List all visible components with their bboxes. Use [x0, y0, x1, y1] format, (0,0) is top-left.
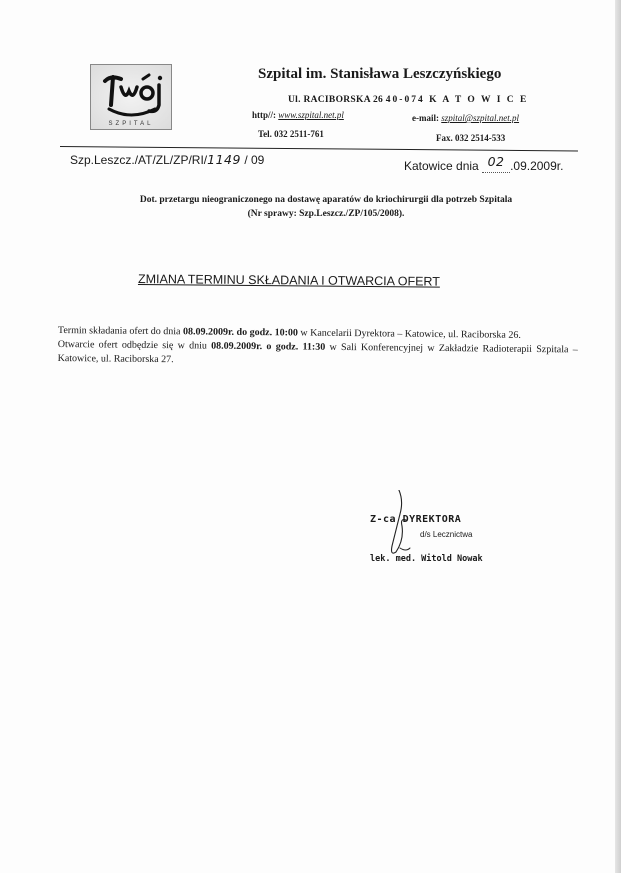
- submission-text-end: w Kancelarii Dyrektora – Katowice, ul. Raciborska 26.: [297, 327, 521, 341]
- date-day-handwritten: 02: [487, 154, 505, 169]
- reference-handwritten-number: 1149: [207, 152, 241, 167]
- website-link[interactable]: www.szpital.net.pl: [278, 110, 344, 120]
- website-line: [252, 110, 344, 120]
- notice-body: [58, 324, 578, 372]
- opening-text-start: Otwarcie ofert odbędzie się w dniu: [57, 339, 212, 352]
- scan-edge: [615, 0, 621, 873]
- reference-prefix: Szp.Leszcz./AT/ZL/ZP/RI/: [70, 153, 208, 167]
- opening-text-end: w Sali Konferencyjnej w Zakładzie Radioterapii Szpitala – Katowice, ul. Raciborska 27.: [57, 342, 578, 366]
- opening-datetime: 08.09.2009r. o godz. 11:30: [211, 340, 326, 354]
- website-label: http//:: [252, 110, 277, 120]
- email-link[interactable]: szpital@szpital.net.pl: [441, 113, 520, 123]
- hospital-logo: [90, 64, 172, 130]
- email-label: e-mail:: [412, 113, 439, 123]
- reference-number: [70, 152, 264, 167]
- subject-block: [72, 193, 580, 221]
- opening-paragraph: [58, 338, 578, 372]
- stamp-department: d/s Lecznictwa: [420, 530, 473, 539]
- email-line: [412, 113, 519, 123]
- subject-line-2: (Nr sprawy: Szp.Leszcz./ZP/105/2008).: [247, 209, 405, 219]
- fax-number: Fax. 032 2514-533: [436, 133, 506, 143]
- logo-graphic: [91, 65, 171, 129]
- handwritten-signature: [370, 490, 530, 590]
- address-city: 40-074 K A T O W I C E: [385, 95, 529, 105]
- date-day-field: [482, 154, 510, 173]
- signature-stamp: [370, 490, 530, 590]
- stamp-signatory: lek. med. Witold Nowak: [370, 554, 483, 564]
- notice-heading: ZMIANA TERMINU SKŁADANIA I OTWARCIA OFERT: [137, 272, 440, 289]
- submission-text-start: Termin składania ofert do dnia: [57, 324, 184, 338]
- header-divider: [60, 146, 578, 152]
- reference-suffix: / 09: [244, 153, 265, 167]
- address-street: Ul. RACIBORSKA 26: [288, 95, 384, 105]
- subject-line-1: Dot. przetargu nieograniczonego na dostawę aparatów do kriochirurgii dla potrzeb Szpitala: [139, 195, 513, 205]
- hospital-address: [288, 95, 528, 105]
- logo-subtitle: SZPITAL: [108, 121, 154, 127]
- date-suffix: .09.2009r.: [510, 159, 564, 173]
- stamp-title: Z-ca DYREKTORA: [370, 514, 462, 525]
- date-prefix: Katowice dnia: [404, 159, 479, 173]
- letter-date: [404, 154, 564, 173]
- hospital-name: Szpital im. Stanisława Leszczyńskiego: [258, 66, 502, 82]
- submission-deadline: 08.09.2009r. do godz. 10:00: [182, 326, 298, 339]
- phone-number: Tel. 032 2511-761: [258, 129, 324, 139]
